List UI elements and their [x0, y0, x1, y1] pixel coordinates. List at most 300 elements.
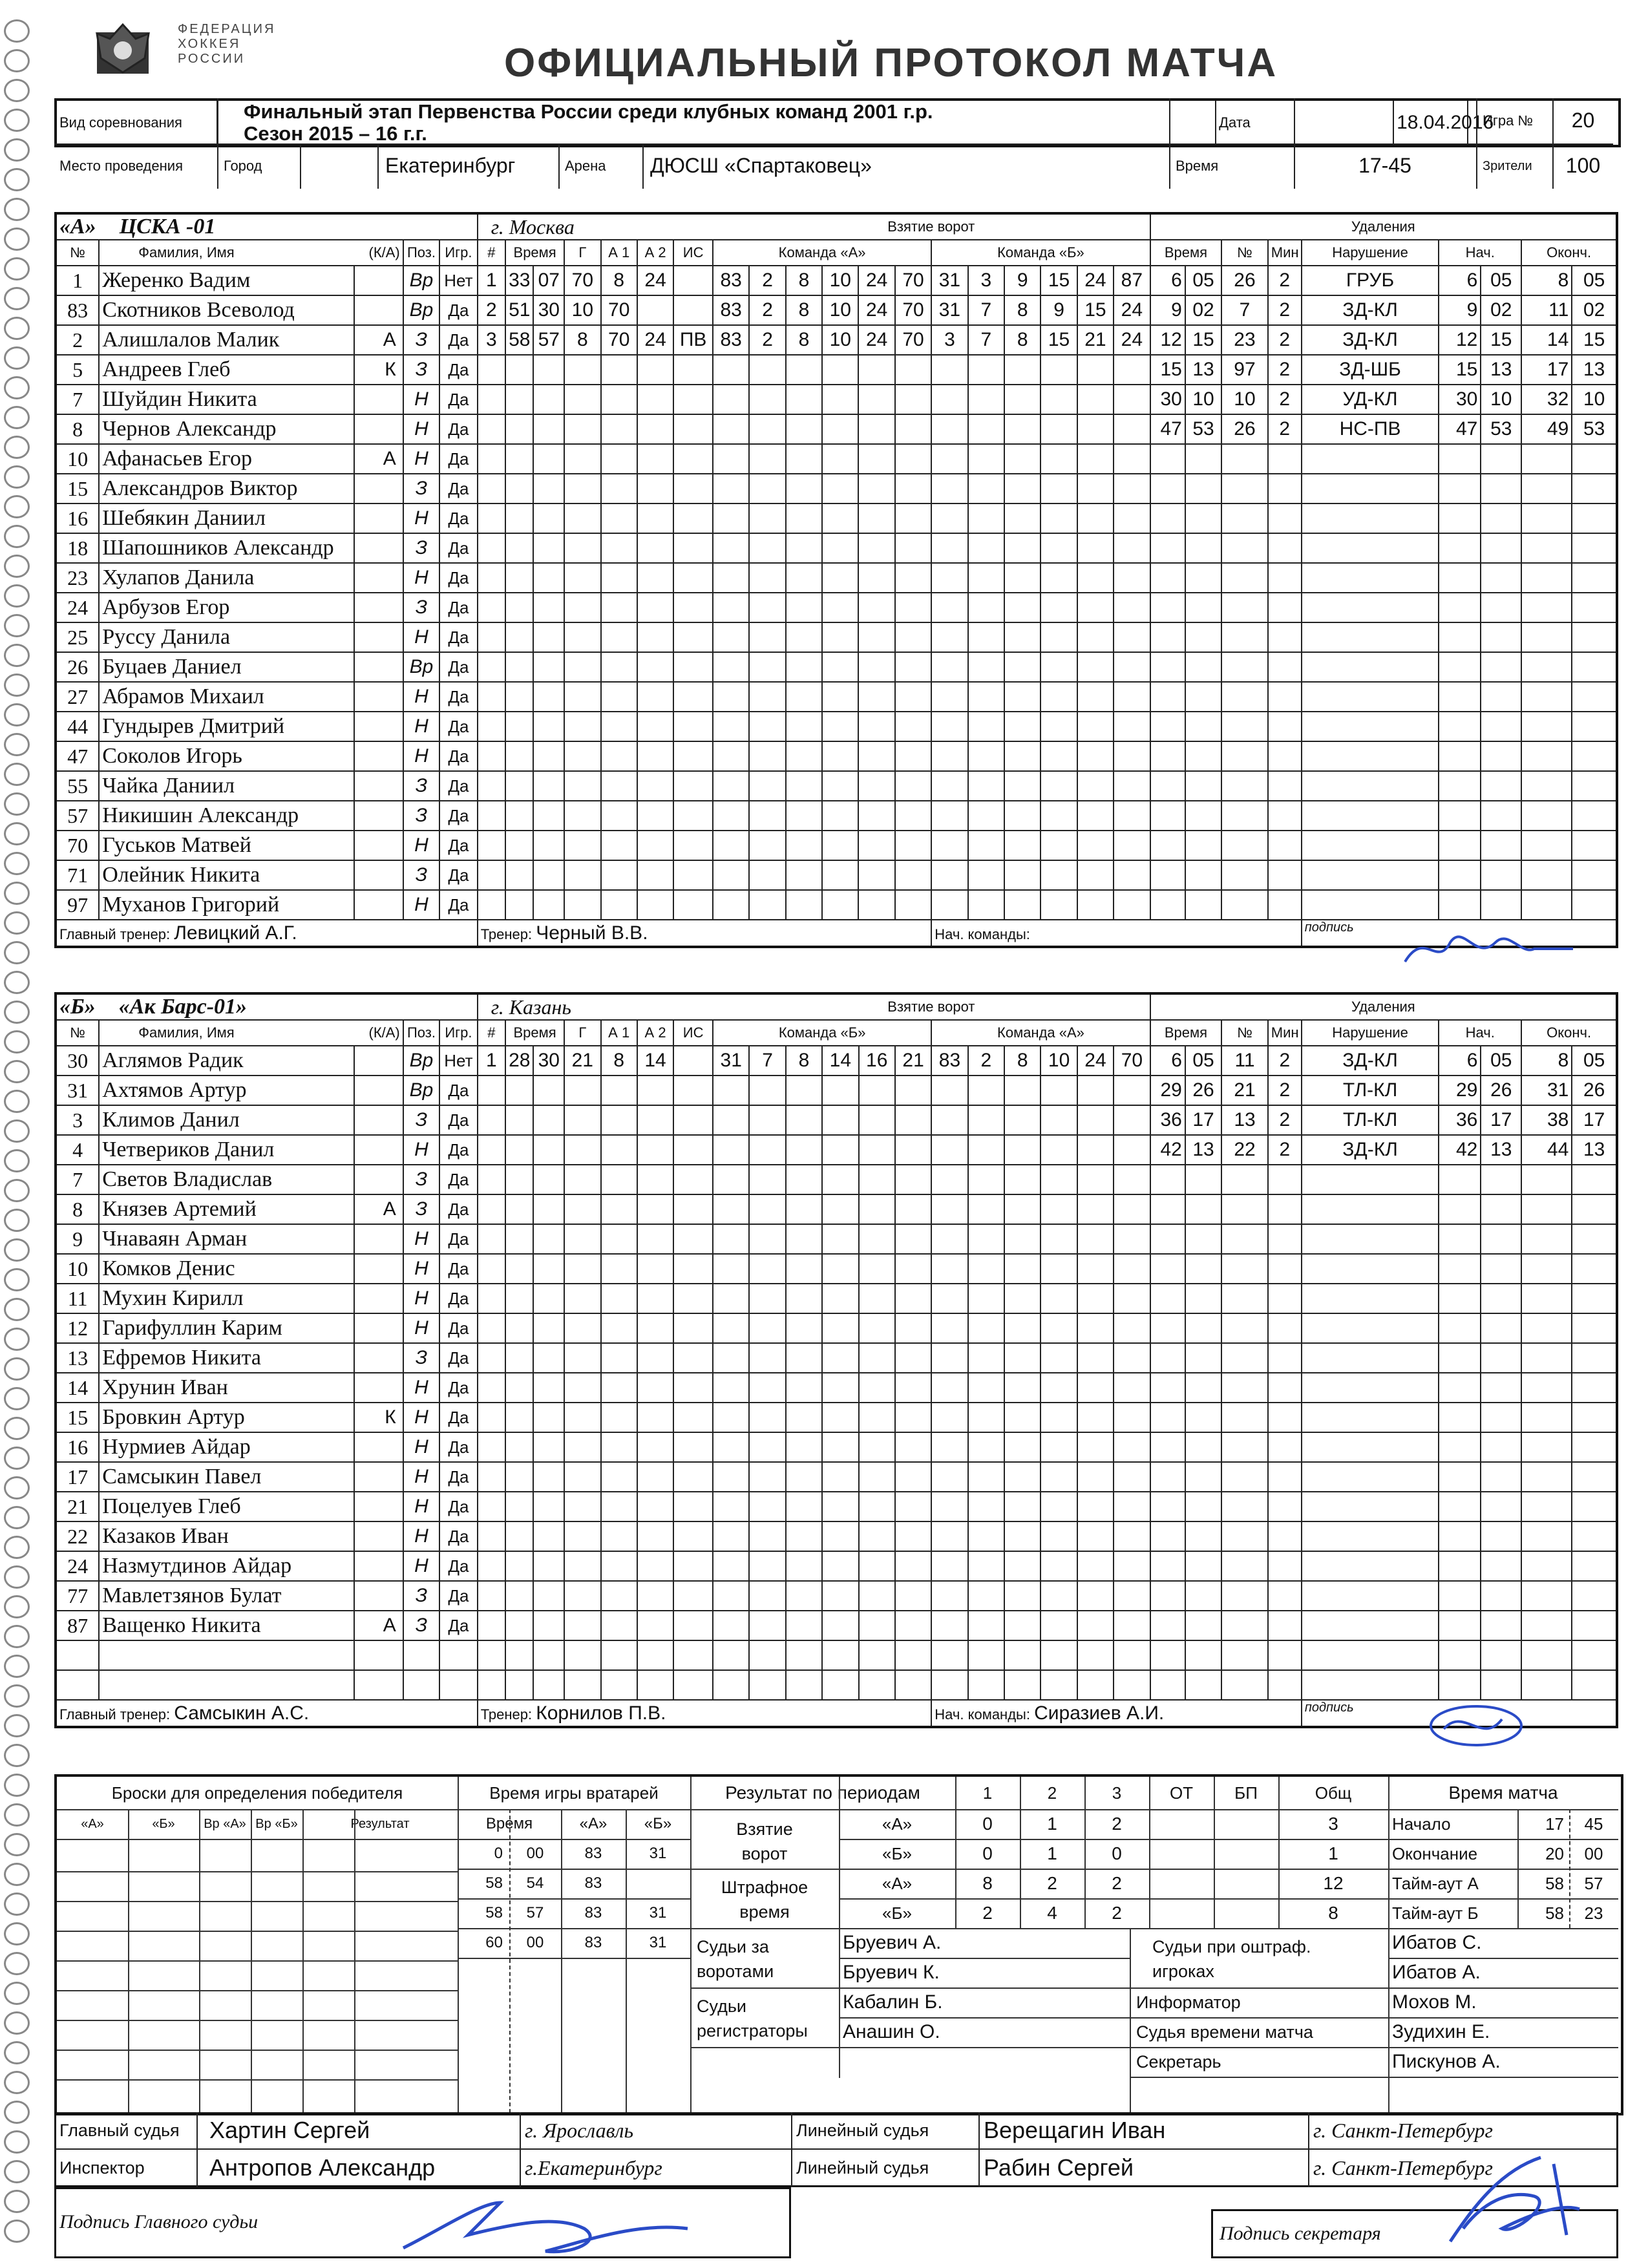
on-ice-a: [895, 563, 931, 593]
head-coach-label: Главный тренер:: [59, 926, 174, 942]
pen-second: [1185, 741, 1221, 771]
on-ice-a: [786, 563, 822, 593]
pen-infraction: [1302, 533, 1439, 563]
goal-situation: [673, 1284, 713, 1313]
pen-minutes: [1268, 1224, 1302, 1254]
goal-situation: [673, 1105, 713, 1135]
on-ice-b: [1041, 1165, 1077, 1194]
player-position: З: [403, 1581, 439, 1611]
binder-hole-icon: [4, 614, 30, 637]
player-played: Да: [439, 444, 478, 474]
col-goal-num: #: [478, 240, 505, 266]
pen-start-min: 15: [1439, 355, 1481, 385]
goal-assist1: [601, 1313, 637, 1343]
on-ice-a: [858, 355, 894, 385]
on-ice-b: [1041, 563, 1077, 593]
pen-minute: [1150, 1284, 1185, 1313]
on-ice-a: 83: [713, 295, 749, 325]
player-number: 2: [56, 325, 99, 355]
pen-end-min: 17: [1521, 355, 1572, 385]
player-number: 25: [56, 622, 99, 652]
pen-minute: [1150, 1403, 1185, 1432]
on-ice-b: [968, 503, 1004, 533]
on-ice-b: [968, 1581, 1004, 1611]
player-number: [56, 1670, 99, 1700]
player-played: Да: [439, 1254, 478, 1284]
col-pen-infraction: Нарушение: [1302, 1020, 1439, 1046]
pen-minute: [1150, 1581, 1185, 1611]
player-role: [354, 831, 403, 860]
team-label: «Б»: [59, 995, 96, 1019]
grid-line: [1130, 2077, 1618, 2078]
binder-hole-icon: [4, 495, 30, 518]
goal-second: [533, 474, 564, 503]
on-ice-a: [822, 622, 858, 652]
goal-number: [478, 712, 505, 741]
team-name: «Ак Барс-01»: [118, 995, 248, 1019]
player-role: [354, 1105, 403, 1135]
player-played: Да: [439, 771, 478, 801]
col-situation: ИС: [673, 240, 713, 266]
goalie-col-time: Время: [485, 1815, 533, 1832]
player-position: З: [403, 355, 439, 385]
linesman1-name: Верещагин Иван: [984, 2117, 1166, 2143]
coach: [478, 1700, 932, 1727]
pen-end-min: [1521, 1521, 1572, 1551]
binder-hole-icon: [4, 168, 30, 191]
player-row: [56, 1462, 1617, 1492]
pen-start-min: [1439, 1640, 1481, 1670]
goal-situation: [673, 741, 713, 771]
goal-scorer: [564, 1105, 600, 1135]
on-ice-b: [931, 1373, 967, 1403]
pen-second: [1185, 801, 1221, 831]
binder-hole-icon: [4, 822, 30, 845]
player-number: 26: [56, 652, 99, 682]
goal-assist2: [637, 385, 673, 414]
player-played: Да: [439, 1581, 478, 1611]
goal-assist1: [601, 1373, 637, 1403]
pen-player: [1221, 593, 1268, 622]
on-ice-a: [859, 1492, 895, 1521]
player-position: Вр: [403, 1076, 439, 1105]
on-ice-b: [931, 1343, 967, 1373]
player-row: [56, 1373, 1617, 1403]
pen-player: [1221, 1403, 1268, 1432]
on-ice-b: [1077, 1284, 1114, 1313]
on-ice-a: [859, 1076, 895, 1105]
on-ice-b: [1114, 1135, 1150, 1165]
pen-player: [1221, 1581, 1268, 1611]
periods-header: Результат по периодам: [725, 1783, 920, 1803]
goal-minute: [505, 1403, 533, 1432]
goal-assist2: [637, 712, 673, 741]
player-name: Мухин Кирилл: [99, 1284, 354, 1313]
pen-start-sec: [1481, 503, 1521, 533]
on-ice-b: [1004, 1076, 1041, 1105]
goal-number: [478, 593, 505, 622]
match-end-second: 00: [1584, 1844, 1603, 1863]
pen-minute: [1150, 1611, 1185, 1640]
pen-start-min: [1439, 712, 1481, 741]
summary-section: [54, 1774, 1623, 2115]
period-col: БП: [1234, 1783, 1258, 1803]
player-number: 30: [56, 1046, 99, 1076]
on-ice-a: [858, 712, 894, 741]
goal-assist2: [637, 1076, 673, 1105]
on-ice-a: [786, 533, 822, 563]
pen-end-sec: 05: [1572, 1046, 1617, 1076]
player-name: Четвериков Данил: [99, 1135, 354, 1165]
comp-label: Вид соревнования: [56, 100, 217, 146]
player-name: Чайка Даниил: [99, 771, 354, 801]
pen-infraction: ТЛ-КЛ: [1302, 1076, 1439, 1105]
on-ice-a: [822, 1551, 858, 1581]
on-ice-b: [1114, 385, 1150, 414]
pen-minute: [1150, 682, 1185, 712]
binder-hole-icon: [4, 703, 30, 726]
on-ice-a: [749, 1670, 785, 1700]
goal-scorer: [564, 1521, 600, 1551]
goal-minute: [505, 1224, 533, 1254]
pen-start-min: [1439, 890, 1481, 920]
grid-line: [1214, 1777, 1215, 1928]
on-ice-b: [968, 1403, 1004, 1432]
on-ice-b: [931, 1224, 967, 1254]
on-ice-b: [1004, 1521, 1041, 1551]
goal-minute: [505, 1521, 533, 1551]
pen-minutes: [1268, 622, 1302, 652]
goal-second: 30: [533, 1046, 564, 1076]
reg-judges-label: Судьи регистраторы: [697, 1997, 808, 2040]
pen-player: [1221, 771, 1268, 801]
col-pen-time: Время: [1150, 240, 1222, 266]
pen-second: 13: [1185, 355, 1221, 385]
on-ice-a: [713, 1521, 749, 1551]
on-ice-a: [895, 503, 931, 533]
on-ice-a: [786, 593, 822, 622]
on-ice-b: [1114, 1373, 1150, 1403]
on-ice-a: [859, 1611, 895, 1640]
pen-end-sec: [1572, 1581, 1617, 1611]
pen-infraction: [1302, 1343, 1439, 1373]
pen-player: 11: [1221, 1046, 1268, 1076]
on-ice-a: [786, 1611, 822, 1640]
pen-start-min: [1439, 741, 1481, 771]
goal-judge: Бруевич К.: [843, 1962, 940, 1983]
on-ice-b: [1077, 890, 1114, 920]
on-ice-b: [1077, 622, 1114, 652]
on-ice-b: [1041, 1284, 1077, 1313]
on-ice-a: 10: [822, 266, 858, 295]
binder-hole-icon: [4, 971, 30, 994]
on-ice-a: [713, 1165, 749, 1194]
pen-end-min: [1521, 1313, 1572, 1343]
goal-scorer: [564, 1403, 600, 1432]
pen-minutes: [1268, 1432, 1302, 1462]
pen-second: [1185, 1521, 1221, 1551]
goal-scorer: [564, 1670, 600, 1700]
goals-a-period: 2: [1112, 1814, 1122, 1834]
goal-assist1: [601, 860, 637, 890]
place-label: Место проведения: [59, 158, 183, 174]
pen-player: [1221, 533, 1268, 563]
pen-minute: [1150, 771, 1185, 801]
pen-second: [1185, 1611, 1221, 1640]
on-ice-a: [749, 831, 785, 860]
player-played: Да: [439, 1135, 478, 1165]
on-ice-a: [895, 1670, 931, 1700]
on-ice-a: [749, 1076, 785, 1105]
on-ice-b: [1077, 474, 1114, 503]
goal-number: [478, 1313, 505, 1343]
goal-scorer: [564, 385, 600, 414]
player-role: [354, 622, 403, 652]
pen-end-sec: [1572, 1640, 1617, 1670]
grid-line: [302, 1809, 304, 2113]
goal-number: 2: [478, 295, 505, 325]
goal-situation: [673, 682, 713, 712]
goal-second: [533, 1313, 564, 1343]
player-number: 77: [56, 1581, 99, 1611]
pen-start-sec: [1481, 1165, 1521, 1194]
goal-assist1: [601, 652, 637, 682]
player-name: Гуськов Матвей: [99, 831, 354, 860]
on-ice-b: [1114, 1076, 1150, 1105]
on-ice-b: [1077, 563, 1114, 593]
pen-minute: 42: [1150, 1135, 1185, 1165]
binder-hole-icon: [4, 584, 30, 608]
goal-number: [478, 1373, 505, 1403]
pen-minutes: [1268, 652, 1302, 682]
pen-start-sec: 15: [1481, 325, 1521, 355]
player-played: Да: [439, 741, 478, 771]
inspector-name: Антропов Александр: [209, 2154, 436, 2181]
goal-situation: [673, 1343, 713, 1373]
timeout-a-label: Тайм-аут А: [1392, 1874, 1479, 1893]
shootout-col: Результат: [350, 1817, 410, 1831]
goal-assist2: [637, 622, 673, 652]
on-ice-a: 2: [749, 266, 785, 295]
binder-hole-icon: [4, 763, 30, 786]
pen-start-min: [1439, 682, 1481, 712]
on-ice-a: [786, 503, 822, 533]
on-ice-b: [1004, 712, 1041, 741]
goal-minute: [505, 385, 533, 414]
player-row: [56, 771, 1617, 801]
binder-hole-icon: [4, 138, 30, 162]
player-number: [56, 1640, 99, 1670]
goal-number: 1: [478, 266, 505, 295]
pen-end-min: [1521, 503, 1572, 533]
pen-player: [1221, 474, 1268, 503]
on-ice-b: [1004, 385, 1041, 414]
player-played: Да: [439, 563, 478, 593]
player-name: [99, 1640, 354, 1670]
player-played: Да: [439, 652, 478, 682]
pen-end-sec: [1572, 1551, 1617, 1581]
on-ice-a: [749, 712, 785, 741]
pen-end-min: [1521, 1254, 1572, 1284]
on-ice-a: [822, 1670, 858, 1700]
player-name: Бровкин Артур: [99, 1403, 354, 1432]
on-ice-b: [1114, 1343, 1150, 1373]
player-number: 22: [56, 1521, 99, 1551]
goal-situation: [673, 831, 713, 860]
on-ice-b: [931, 860, 967, 890]
goals-a-period: 0: [982, 1814, 993, 1834]
binder-hole-icon: [4, 1476, 30, 1500]
goal-minute: [505, 801, 533, 831]
on-ice-b: [1077, 1640, 1114, 1670]
player-number: 13: [56, 1343, 99, 1373]
pen-second: [1185, 1551, 1221, 1581]
goalie-b: 31: [649, 1904, 667, 1922]
player-row: [56, 622, 1617, 652]
goal-minute: [505, 1105, 533, 1135]
pen-minute: [1150, 593, 1185, 622]
goal-assist1: [601, 622, 637, 652]
on-ice-a: [786, 682, 822, 712]
pen-start-min: [1439, 563, 1481, 593]
goal-assist1: [601, 682, 637, 712]
goal-situation: [673, 712, 713, 741]
pen-second: [1185, 1670, 1221, 1700]
team-footer-row: [56, 920, 1617, 947]
goal-second: [533, 741, 564, 771]
goal-assist2: [637, 1611, 673, 1640]
goal-assist2: [637, 1403, 673, 1432]
goal-scorer: 21: [564, 1046, 600, 1076]
on-ice-b: [1004, 741, 1041, 771]
pim-a-period: 8: [982, 1873, 993, 1893]
period-col: 3: [1112, 1783, 1122, 1803]
goal-number: [478, 533, 505, 563]
binder-hole-icon: [4, 1774, 30, 1797]
goal-situation: [673, 860, 713, 890]
pen-player: [1221, 1254, 1268, 1284]
team-chief-name: Сиразиев А.И.: [1034, 1702, 1165, 1724]
on-ice-a: [786, 622, 822, 652]
player-name: Светов Владислав: [99, 1165, 354, 1194]
on-ice-a: 83: [713, 266, 749, 295]
comp-line: Финальный этап Первенства России среди клубных команд 2001 г.р.: [244, 100, 933, 123]
pen-end-min: [1521, 890, 1572, 920]
binder-hole-icon: [4, 1714, 30, 1737]
goal-assist2: [637, 1194, 673, 1224]
on-ice-b: [1114, 593, 1150, 622]
player-role: [354, 1521, 403, 1551]
shootout-col: Вр «Б»: [255, 1817, 298, 1831]
on-ice-a: [858, 503, 894, 533]
binder-hole-icon: [4, 1060, 30, 1083]
column-header-row: [56, 1020, 1617, 1046]
on-ice-a: [895, 1611, 931, 1640]
player-played: Нет: [439, 266, 478, 295]
on-ice-b: [1041, 741, 1077, 771]
pen-start-sec: [1481, 1551, 1521, 1581]
goal-scorer: 10: [564, 295, 600, 325]
goal-scorer: [564, 771, 600, 801]
on-ice-a: [713, 593, 749, 622]
player-position: Н: [403, 1313, 439, 1343]
goal-situation: [673, 295, 713, 325]
goal-number: [478, 1284, 505, 1313]
player-row: [56, 831, 1617, 860]
goal-assist1: 70: [601, 295, 637, 325]
on-ice-a: [895, 712, 931, 741]
player-name: Хрунин Иван: [99, 1373, 354, 1403]
binder-hole-icon: [4, 941, 30, 964]
pen-start-min: [1439, 1403, 1481, 1432]
on-ice-b: [931, 474, 967, 503]
player-name: Шапошников Александр: [99, 533, 354, 563]
player-role: [354, 266, 403, 295]
col-assist2: А 2: [637, 1020, 673, 1046]
pim-row-label-text: Штрафное время: [721, 1878, 808, 1922]
on-ice-a: [749, 1403, 785, 1432]
on-ice-a: [749, 1254, 785, 1284]
player-position: З: [403, 1194, 439, 1224]
goal-minute: [505, 1373, 533, 1403]
on-ice-b: [931, 1135, 967, 1165]
goal-assist1: [601, 503, 637, 533]
on-ice-b: [968, 1076, 1004, 1105]
col-pen-start: Нач.: [1439, 1020, 1521, 1046]
pen-end-sec: [1572, 1462, 1617, 1492]
on-ice-a: [713, 1581, 749, 1611]
on-ice-a: [749, 1165, 785, 1194]
on-ice-a: [822, 1521, 858, 1551]
pen-minutes: 2: [1268, 1105, 1302, 1135]
pen-start-sec: [1481, 741, 1521, 771]
goal-scorer: [564, 682, 600, 712]
on-ice-b: [968, 741, 1004, 771]
pen-start-sec: [1481, 1343, 1521, 1373]
on-ice-a: [822, 1165, 858, 1194]
informer-name: Мохов М.: [1392, 1991, 1477, 2013]
on-ice-a: [895, 1581, 931, 1611]
chief-referee-name: Хартин Сергей: [209, 2117, 370, 2143]
pen-minute: [1150, 1551, 1185, 1581]
on-ice-b: [1114, 355, 1150, 385]
on-ice-a: [749, 1581, 785, 1611]
shootout-header: Броски для определения победителя: [111, 1783, 403, 1803]
goalie-minute: 60: [485, 1934, 503, 1951]
on-ice-a: [749, 1343, 785, 1373]
goal-assist1: [601, 741, 637, 771]
on-ice-a: [895, 414, 931, 444]
secretary-signature-icon: [1437, 2151, 1592, 2248]
player-name: Никишин Александр: [99, 801, 354, 831]
goal-scorer: [564, 712, 600, 741]
on-ice-a: [786, 1640, 822, 1670]
on-ice-a: 31: [713, 1046, 749, 1076]
on-ice-b: [1077, 860, 1114, 890]
pen-start-sec: [1481, 1224, 1521, 1254]
binder-hole-icon: [4, 1863, 30, 1886]
on-ice-b: [1114, 474, 1150, 503]
goal-situation: [673, 1551, 713, 1581]
on-ice-b: [1004, 801, 1041, 831]
on-ice-a: 14: [822, 1046, 858, 1076]
on-ice-a: [858, 563, 894, 593]
player-position: З: [403, 1105, 439, 1135]
on-ice-a: [713, 1284, 749, 1313]
player-number: 27: [56, 682, 99, 712]
pen-start-sec: [1481, 771, 1521, 801]
goal-assist1: [601, 1432, 637, 1462]
